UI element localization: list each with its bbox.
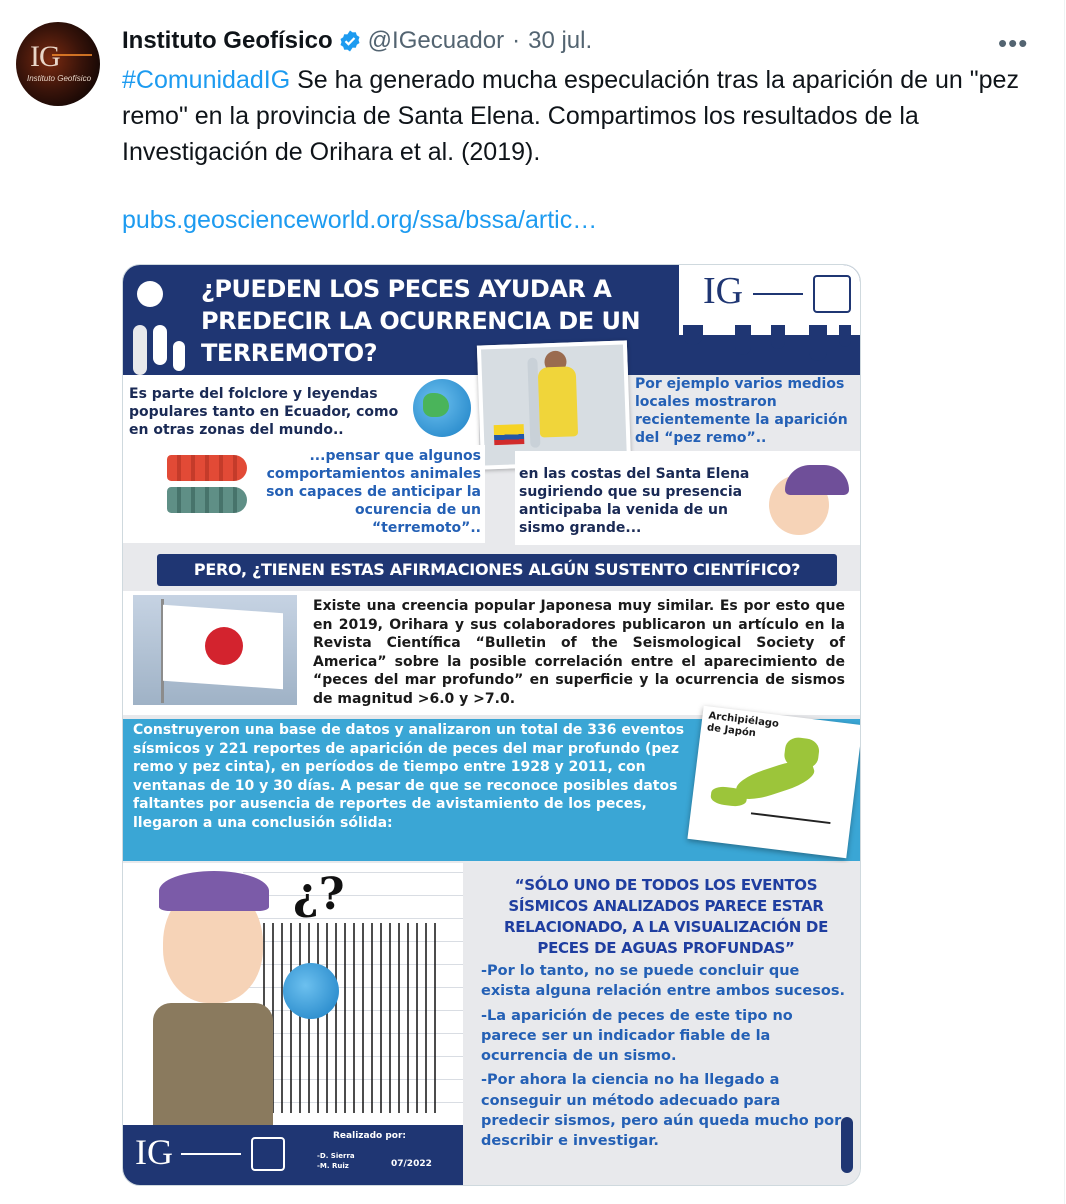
author-2: -M. Ruiz xyxy=(317,1162,349,1170)
section-banner: PERO, ¿TIENEN ESTAS AFIRMACIONES ALGÚN SUSTENTO CIENTÍFICO? xyxy=(157,554,837,586)
question-marks: ¿? xyxy=(293,869,345,920)
hashtag-link[interactable]: #ComunidadIG xyxy=(122,66,291,94)
person-figure xyxy=(538,366,578,437)
display-name[interactable]: Instituto Geofísico xyxy=(122,27,333,54)
more-options-icon[interactable]: ••• xyxy=(998,28,1029,58)
girl-scarf xyxy=(159,871,269,911)
authors xyxy=(317,1151,355,1171)
avatar-logo-text: IG xyxy=(30,40,60,73)
verified-badge-icon xyxy=(338,29,362,53)
handle[interactable]: @IGecuador xyxy=(367,27,505,54)
tweet-media-image[interactable] xyxy=(122,264,861,1186)
girl-seismogram-illustration xyxy=(123,863,463,1125)
japan-paragraph: Existe una creencia popular Japonesa muy similar. Es por esto que en 2019, Orihara y sus colaboradores publicaron un artículo en la Revista Científica “Bulletin of the Seismological Society of America” sobre la posible correlación entre el aparecimiento de “peces del mar profundo” en superficie y la ocurrencia de sismos de magnitud >6.0 y >7.0. xyxy=(313,598,845,707)
coasts-text: en las costas del Santa Elena sugiriendo que su presencia anticipaba la venida de un sismo grande... xyxy=(519,466,750,536)
conclusion-item: -La aparición de peces de este tipo no parece ser un indicador fiable de la ocurrencia de un sismo. xyxy=(481,1007,793,1065)
ecuador-flag-icon xyxy=(494,424,525,445)
thinking-girl-illustration xyxy=(759,465,849,545)
decor-drip xyxy=(153,325,167,365)
map-label: Archipiélago de Japón xyxy=(706,710,780,740)
japan-flag-photo xyxy=(133,595,297,705)
decor-drip xyxy=(809,325,827,361)
decor-drip xyxy=(683,325,703,345)
media-example-text: Por ejemplo varios medios locales mostraron recientemente la aparición del “pez remo”.. xyxy=(635,376,848,446)
decor-drip xyxy=(735,325,751,355)
koi-fish-teal-icon xyxy=(167,487,247,513)
folklore-text: Es parte del folclore y leyendas populares tanto en Ecuador, como en otras zonas del mundo.. xyxy=(129,386,399,438)
tweet-body: Se ha generado mucha especulación tras la aparición de un "pez remo" en la provincia de Santa Elena. Compartimos los resultados de la Investigación de Orihara et al. (2019). xyxy=(122,66,1019,166)
girl-vest xyxy=(153,1003,273,1125)
conclusion-item: -Por lo tanto, no se puede concluir que exista alguna relación entre ambos sucesos. xyxy=(481,963,845,1000)
flag-sun xyxy=(205,627,243,665)
decor-drip xyxy=(771,325,785,349)
footer-date: 07/2022 xyxy=(391,1159,432,1169)
seismogram-trace xyxy=(263,923,443,1113)
credits-footer xyxy=(123,1125,463,1185)
tweet-date[interactable]: 30 jul. xyxy=(528,27,593,54)
decor-drip xyxy=(173,341,185,371)
animals-text: ...pensar que algunos comportamientos animales son capaces de anticipar la ocurencia de un “terremoto”.. xyxy=(266,448,481,536)
japan-map xyxy=(687,706,861,859)
conclusion-quote: “SÓLO UNO DE TODOS LOS EVENTOS SÍSMICOS ANALIZADOS PARECE ESTAR RELACIONADO, A LA VISUALIZACIÓN DE PECES DE AGUAS PROFUNDAS” xyxy=(503,876,829,957)
made-by-label: Realizado por: xyxy=(333,1131,407,1141)
separator-dot: · xyxy=(512,27,521,54)
footer-seal-icon xyxy=(251,1137,285,1171)
globe-icon xyxy=(413,379,471,437)
avatar-wave xyxy=(52,54,92,64)
decor-dot xyxy=(137,281,163,307)
footer-ig-logo: IG xyxy=(135,1132,173,1172)
ig-logo: IG xyxy=(703,270,744,312)
decor-drip xyxy=(841,1117,853,1173)
decor-drip xyxy=(839,325,851,347)
seismic-wave-icon xyxy=(753,293,803,295)
institution-seal-icon xyxy=(813,275,851,313)
conclusion-item: -Por ahora la ciencia no ha llegado a conseguir un método adecuado para predecir sismos, pero aún queda mucho por describir e investigar. xyxy=(481,1072,842,1150)
database-paragraph: Construyeron una base de datos y analizaron un total de 336 eventos sísmicos y 221 reportes de aparición de peces del mar profundo (pez remo y pez cinta), en períodos de tiempo entre 1928 y 2011, con ventanas de 10 y 30 días. A pesar de que se reconoce posibles datos faltantes por ausencia de reportes de avistamiento de los peces, llegaron a una conclusión sólida: xyxy=(133,722,685,831)
author-1: -D. Sierra xyxy=(317,1152,355,1160)
seismogram-icon xyxy=(751,812,831,824)
avatar-caption: Instituto Geofísico xyxy=(26,74,92,83)
tweet-text xyxy=(122,62,1032,170)
tweet-header xyxy=(122,26,592,56)
external-link[interactable]: pubs.geoscienceworld.org/ssa/bssa/artic… xyxy=(122,206,598,234)
conclusion-list xyxy=(481,961,853,1156)
avatar[interactable] xyxy=(16,22,100,106)
koi-fish-red-icon xyxy=(167,455,247,481)
footer-wave-icon xyxy=(181,1153,241,1155)
globe-icon xyxy=(283,963,339,1019)
infographic-title: ¿PUEDEN LOS PECES AYUDAR A PREDECIR LA OCURRENCIA DE UN TERREMOTO? xyxy=(201,275,641,367)
girl-scarf xyxy=(785,465,849,495)
